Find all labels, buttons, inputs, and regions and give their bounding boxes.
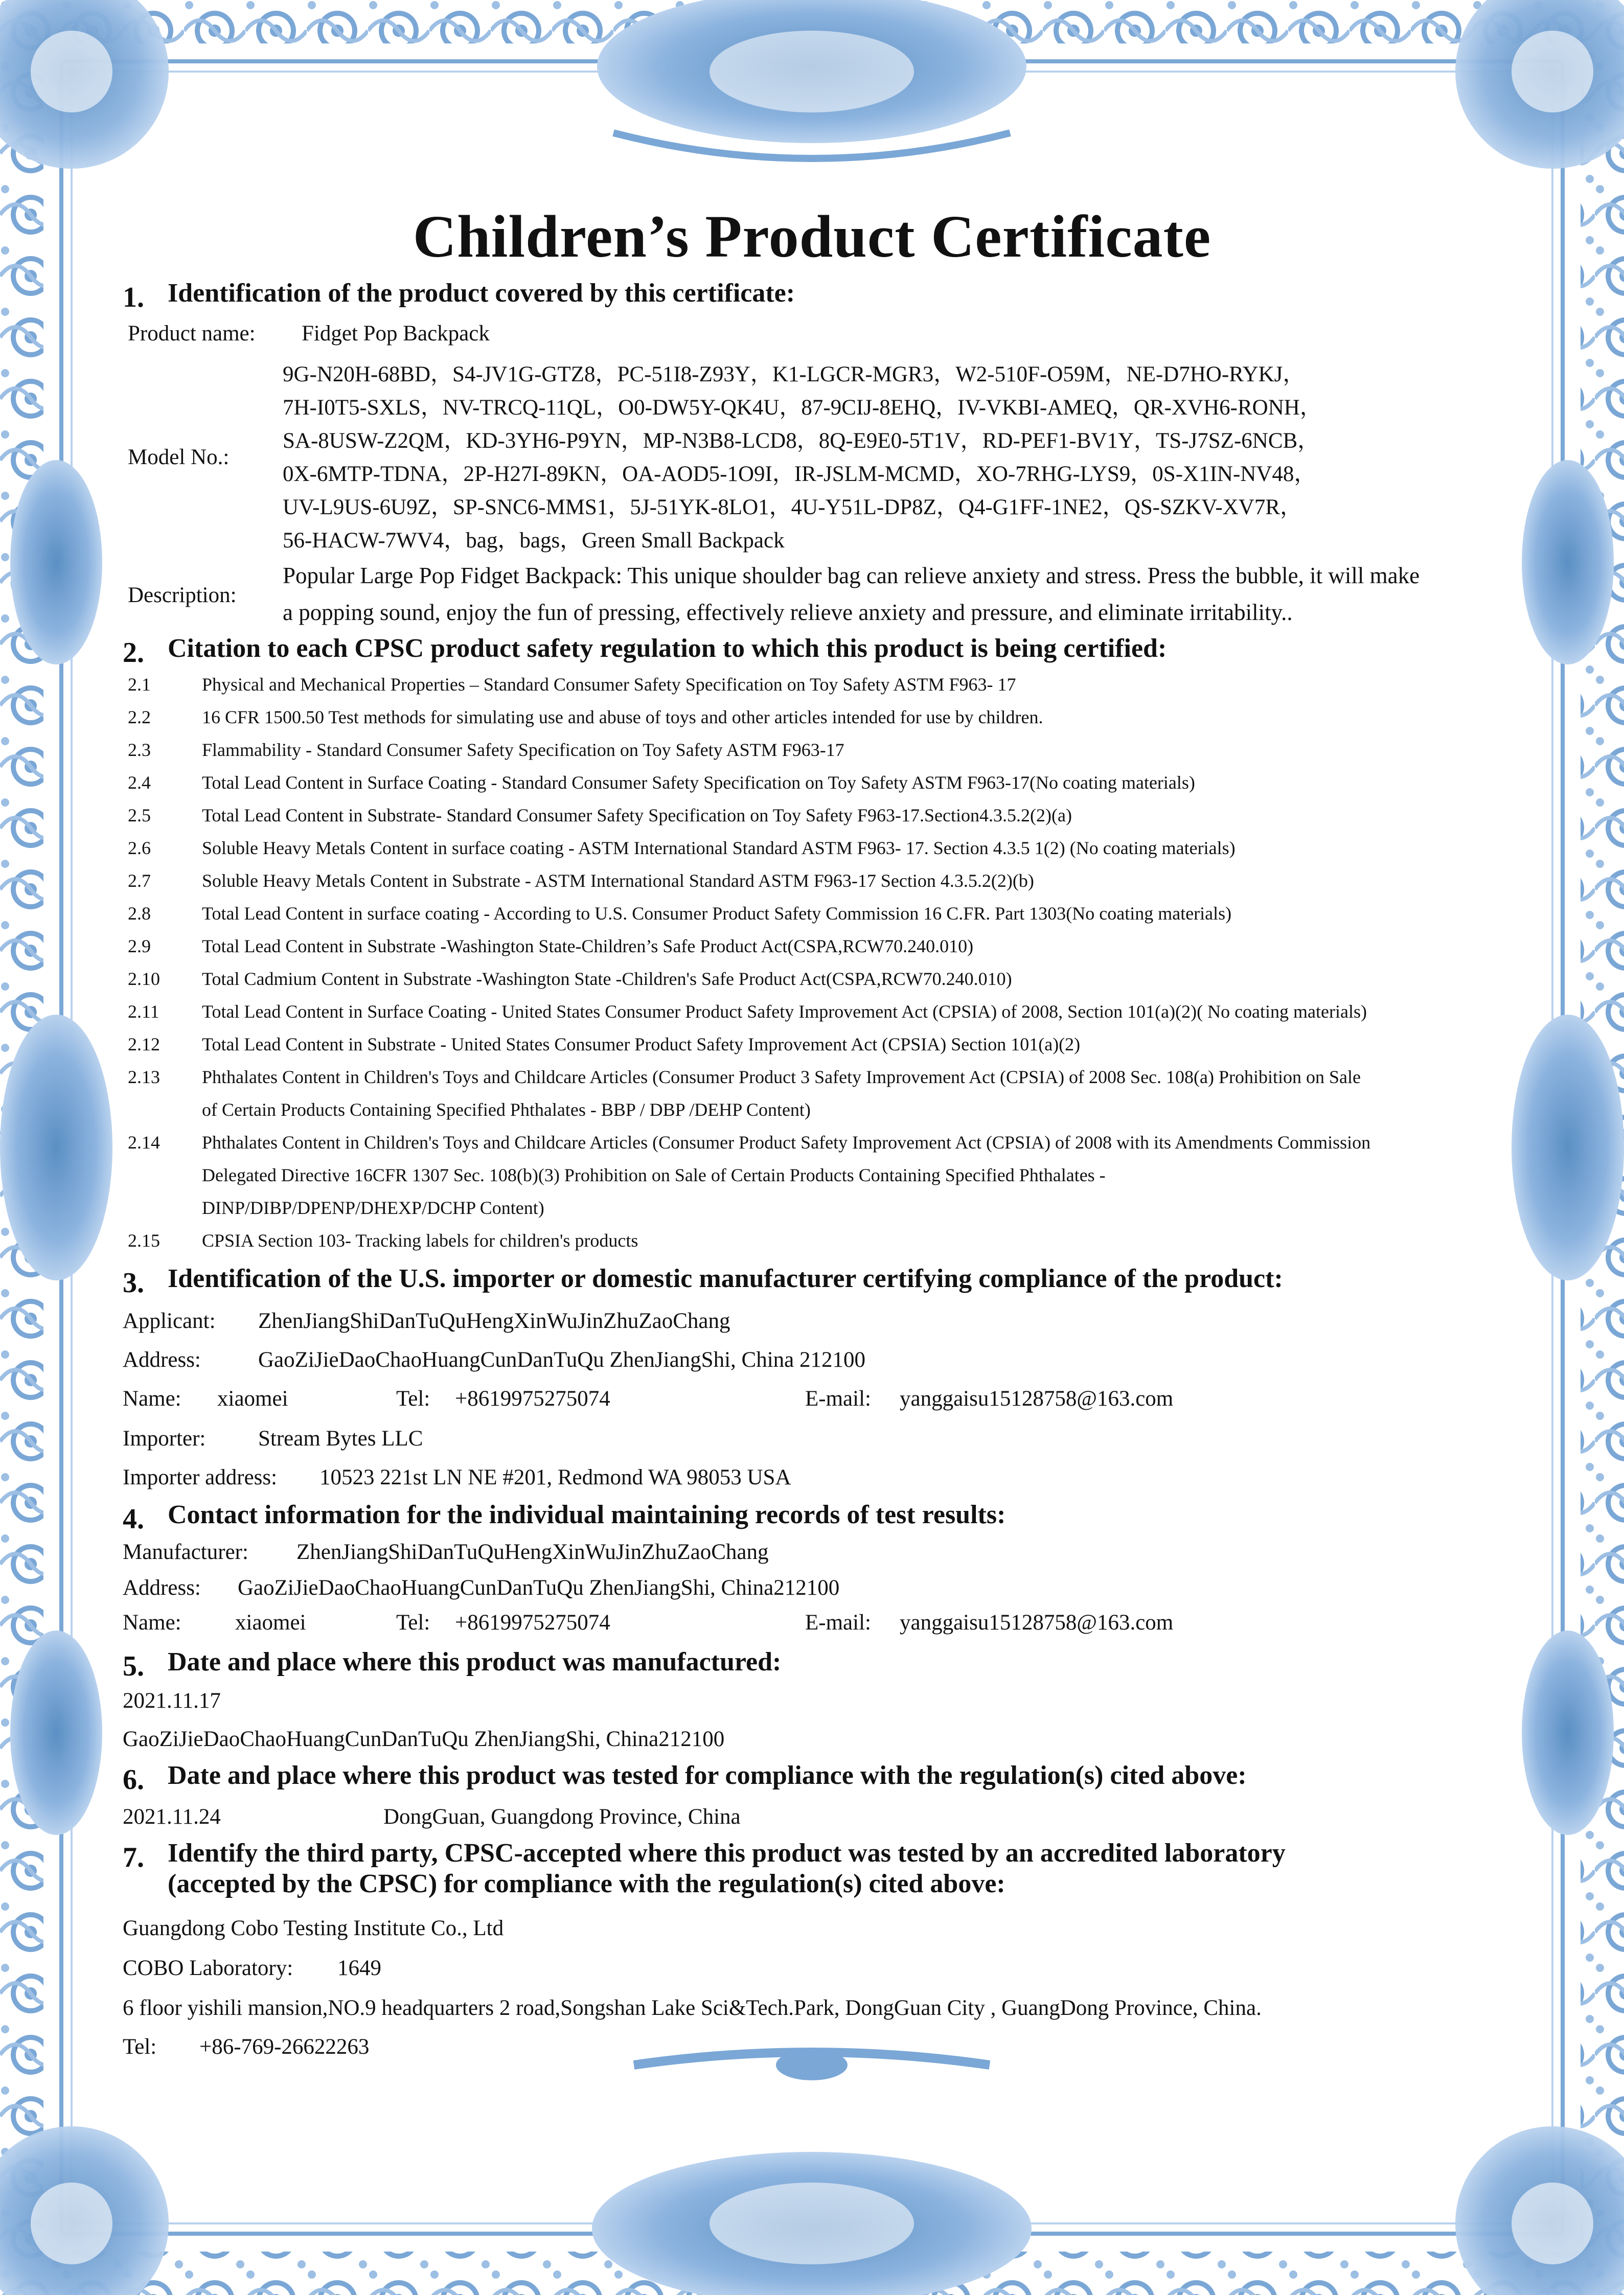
email-value: yanggaisu15128758@163.com — [900, 1387, 1174, 1411]
name-label: Name: — [123, 1387, 181, 1411]
citation-number: 2.4 — [128, 772, 151, 793]
name-value: xiaomei — [217, 1387, 288, 1411]
citation-text: Soluble Heavy Metals Content in Substrate - ASTM International Standard ASTM F963-17 Section 4.3.5.2(2)(b) — [202, 870, 1034, 891]
citation-text: Flammability - Standard Consumer Safety Specification on Toy Safety ASTM F963-17 — [202, 740, 844, 760]
model-line: 7H-I0T5-SXLS，NV-TRCQ-11QL，O0-DW5Y-QK4U，87-9CIJ-8EHQ，IV-VKBI-AMEQ，QR-XVH6-RONH， — [283, 396, 1322, 420]
tel-value: +8619975275074 — [455, 1387, 610, 1411]
citation-number: 2.1 — [128, 674, 151, 695]
citation-text: CPSIA Section 103- Tracking labels for children's products — [202, 1230, 638, 1251]
lab-address: 6 floor yishili mansion,NO.9 headquarters 2 road,Songshan Lake Sci&Tech.Park, DongGuan City , GuangDong Province, China. — [123, 1996, 1262, 2020]
manufacture-place: GaoZiJieDaoChaoHuangCunDanTuQu ZhenJiangShi, China212100 — [123, 1727, 725, 1751]
model-line: 0X-6MTP-TDNA，2P-H27I-89KN，OA-AOD5-1O9I，IR-JSLM-MCMD，XO-7RHG-LYS9，0S-X1IN-NV48， — [283, 462, 1316, 486]
importer-label: Importer: — [123, 1427, 206, 1451]
citation-text: DINP/DIBP/DPENP/DHEXP/DCHP Content) — [202, 1198, 544, 1218]
section-6-heading: 6. Date and place where this product was tested for compliance with the regulation(s) cited above: — [123, 1761, 1247, 1796]
email-value: yanggaisu15128758@163.com — [900, 1611, 1174, 1635]
citation-number: 2.3 — [128, 740, 151, 760]
section-7-heading: 7. Identify the third party, CPSC-accepted where this product was tested by an accredited laboratory (accepted by the CPSC) for compliance with the regulation(s) cited above: — [123, 1839, 1286, 1898]
model-line: UV-L9US-6U9Z，SP-SNC6-MMS1，5J-51YK-8LO1，4U-Y51L-DP8Z，Q4-G1FF-1NE2，QS-SZKV-XV7R， — [283, 495, 1302, 519]
applicant-value: ZhenJiangShiDanTuQuHengXinWuJinZhuZaoChang — [258, 1309, 730, 1333]
citation-text: Phthalates Content in Children's Toys and Childcare Articles (Consumer Product 3 Safety Improvement Act (CPSIA) of 2008 Sec. 108(a) Prohibition on Sale — [202, 1067, 1361, 1087]
name-label: Name: — [123, 1611, 181, 1635]
citation-text: Phthalates Content in Children's Toys and Childcare Articles (Consumer Product Safety Improvement Act (CPSIA) of 2008 with its Amendments Commission — [202, 1132, 1371, 1153]
address-value: GaoZiJieDaoChaoHuangCunDanTuQu ZhenJiangShi, China212100 — [238, 1576, 840, 1600]
applicant-label: Applicant: — [123, 1309, 216, 1333]
model-line: SA-8USW-Z2QM，KD-3YH6-P9YN，MP-N3B8-LCD8，8Q-E9E0-5T1V，RD-PEF1-BV1Y，TS-J7SZ-6NCB， — [283, 429, 1320, 453]
email-label: E-mail: — [805, 1611, 871, 1635]
citation-text: Total Lead Content in surface coating - According to U.S. Consumer Product Safety Commission 16 C.FR. Part 1303(No coating materials) — [202, 903, 1232, 924]
citation-text: Physical and Mechanical Properties – Standard Consumer Safety Specification on Toy Safety ASTM F963- 17 — [202, 674, 1016, 695]
citation-number: 2.6 — [128, 838, 151, 858]
citation-text: Total Lead Content in Substrate - United States Consumer Product Safety Improvement Act (CPSIA) Section 101(a)(2) — [202, 1034, 1081, 1054]
address-label: Address: — [123, 1348, 201, 1372]
model-line: 56-HACW-7WV4，bag，bags，Green Small Backpack — [283, 529, 785, 553]
lab-tel-value: +86-769-26622263 — [199, 2035, 370, 2059]
section-1-heading: 1. Identification of the product covered by this certificate: — [123, 279, 795, 313]
description-line-1: Popular Large Pop Fidget Backpack: This unique shoulder bag can relieve anxiety and stress. Press the bubble, it will make — [283, 563, 1420, 588]
certificate-title: Children’s Product Certificate — [413, 203, 1211, 270]
model-no-label: Model No.: — [128, 445, 230, 469]
citation-number: 2.9 — [128, 936, 151, 956]
tel-label: Tel: — [396, 1387, 430, 1411]
name-value: xiaomei — [235, 1611, 306, 1635]
section-2-heading: 2. Citation to each CPSC product safety regulation to which this product is being certified: — [123, 634, 1167, 669]
test-place: DongGuan, Guangdong Province, China — [383, 1805, 741, 1829]
lab-label: COBO Laboratory: — [123, 1956, 293, 1980]
citation-number: 2.15 — [128, 1230, 160, 1251]
lab-name: Guangdong Cobo Testing Institute Co., Ltd — [123, 1916, 504, 1940]
tel-label: Tel: — [396, 1611, 430, 1635]
importer-value: Stream Bytes LLC — [258, 1427, 423, 1451]
lab-tel-label: Tel: — [123, 2035, 157, 2059]
manufacturer-label: Manufacturer: — [123, 1540, 248, 1564]
model-line: 9G-N20H-68BD，S4-JV1G-GTZ8，PC-51I8-Z93Y，K1-LGCR-MGR3，W2-510F-O59M，NE-D7HO-RYKJ， — [283, 362, 1305, 386]
citation-number: 2.8 — [128, 903, 151, 924]
section-5-heading: 5. Date and place where this product was manufactured: — [123, 1647, 782, 1682]
citation-text: Soluble Heavy Metals Content in surface coating - ASTM International Standard ASTM F963- 17. Section 4.3.5 1(2) (No coating materials) — [202, 838, 1236, 858]
description-label: Description: — [128, 583, 237, 607]
test-date: 2021.11.24 — [123, 1805, 221, 1829]
section-4-heading: 4. Contact information for the individual maintaining records of test results: — [123, 1500, 1006, 1535]
model-no-list — [283, 358, 1322, 557]
address-label: Address: — [123, 1576, 201, 1600]
citation-number: 2.5 — [128, 805, 151, 825]
citation-text: Delegated Directive 16CFR 1307 Sec. 108(b)(3) Prohibition on Sale of Certain Products Containing Specified Phthalates - — [202, 1165, 1106, 1185]
tel-value: +8619975275074 — [455, 1611, 610, 1635]
manufacture-date: 2021.11.17 — [123, 1689, 221, 1713]
citation-number: 2.11 — [128, 1001, 159, 1022]
citation-text: Total Lead Content in Surface Coating - Standard Consumer Safety Specification on Toy Safety ASTM F963-17(No coating materials) — [202, 772, 1195, 793]
description-line-2: a popping sound, enjoy the fun of pressing, effectively relieve anxiety and pressure, and eliminate irritability.. — [283, 600, 1293, 625]
citation-text: 16 CFR 1500.50 Test methods for simulating use and abuse of toys and other articles intended for use by children. — [202, 707, 1043, 727]
citation-number: 2.10 — [128, 969, 160, 989]
citation-number: 2.12 — [128, 1034, 160, 1054]
citation-number: 2.2 — [128, 707, 151, 727]
citation-number: 2.7 — [128, 870, 151, 891]
product-name-label: Product name: — [128, 322, 256, 346]
lab-id: 1649 — [337, 1956, 381, 1980]
citation-text: Total Cadmium Content in Substrate -Washington State -Children's Safe Product Act(CSPA,RCW70.240.010) — [202, 969, 1012, 989]
email-label: E-mail: — [805, 1387, 871, 1411]
manufacturer-value: ZhenJiangShiDanTuQuHengXinWuJinZhuZaoChang — [296, 1540, 769, 1564]
citation-text: of Certain Products Containing Specified Phthalates - BBP / DBP /DEHP Content) — [202, 1099, 811, 1120]
address-value: GaoZiJieDaoChaoHuangCunDanTuQu ZhenJiangShi, China 212100 — [258, 1348, 865, 1372]
section-3-heading: 3. Identification of the U.S. importer or domestic manufacturer certifying compliance of the product: — [123, 1264, 1283, 1299]
citation-number: 2.14 — [128, 1132, 160, 1153]
citation-text: Total Lead Content in Surface Coating - United States Consumer Product Safety Improvement Act (CPSIA) of 2008, Section 101(a)(2)( No coating materials) — [202, 1001, 1367, 1022]
citation-number: 2.13 — [128, 1067, 160, 1087]
citation-text: Total Lead Content in Substrate- Standard Consumer Safety Specification on Toy Safety F963-17.Section4.3.5.2(2)(a) — [202, 805, 1072, 825]
citation-text: Total Lead Content in Substrate -Washington State-Children’s Safe Product Act(CSPA,RCW70.240.010) — [202, 936, 974, 956]
importer-address-label: Importer address: — [123, 1465, 278, 1489]
importer-address-value: 10523 221st LN NE #201, Redmond WA 98053 USA — [319, 1465, 791, 1489]
product-name-value: Fidget Pop Backpack — [302, 322, 490, 346]
